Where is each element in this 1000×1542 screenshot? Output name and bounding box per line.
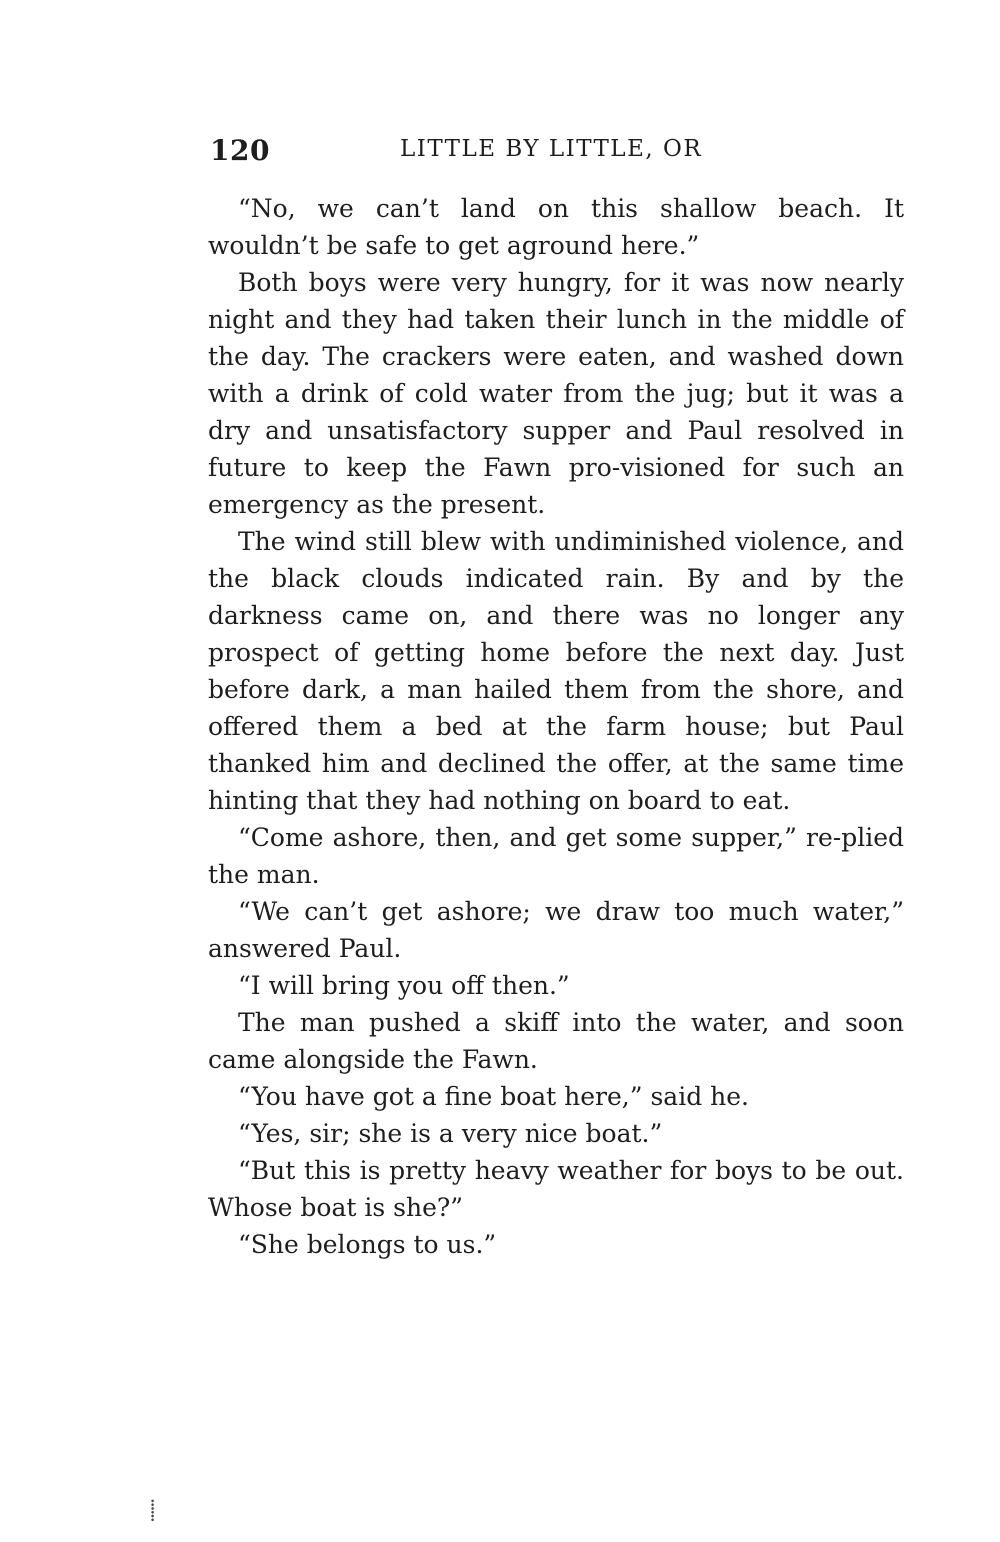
running-header <box>210 134 910 170</box>
paragraph: “Yes, sir; she is a very nice boat.” <box>238 1119 663 1148</box>
paragraph: The man pushed a skiff into the water, and soon came alongside the Fawn. <box>208 1008 904 1074</box>
paragraph: “We can’t get ashore; we draw too much water,” answered Paul. <box>208 897 904 963</box>
paragraph: The wind still blew with undiminished violence, and the black clouds indicated rain. By and by the darkness came on, and there was no longer any prospect of getting home before the next day. Just before dark, a man hailed them from the shore, and offered them a bed at the farm house; but Paul thanked him and declined the offer, at the same time hinting that they had nothing on board to eat. <box>208 527 904 815</box>
paragraph: “Come ashore, then, and get some supper,” re-plied the man. <box>208 823 904 889</box>
paragraph: “No, we can’t land on this shallow beach. It wouldn’t be safe to get aground here.” <box>208 194 904 260</box>
ink-speck-mark: ⸽ <box>150 1498 156 1522</box>
running-title: LITTLE BY LITTLE, OR <box>400 136 703 162</box>
paragraph: “I will bring you off then.” <box>238 971 570 1000</box>
paragraph: “She belongs to us.” <box>238 1230 497 1259</box>
paragraph: “You have got a fine boat here,” said he. <box>238 1082 749 1111</box>
paragraph: Both boys were very hungry, for it was now nearly night and they had taken their lunch in the middle of the day. The crackers were eaten, and washed down with a drink of cold water from the jug; but it was a dry and unsatisfactory supper and Paul resolved in future to keep the Fawn pro-visioned for such an emergency as the present. <box>208 268 904 519</box>
page-number: 120 <box>210 134 270 167</box>
body-text <box>208 190 904 1263</box>
paragraph: “But this is pretty heavy weather for boys to be out. Whose boat is she?” <box>208 1156 904 1222</box>
